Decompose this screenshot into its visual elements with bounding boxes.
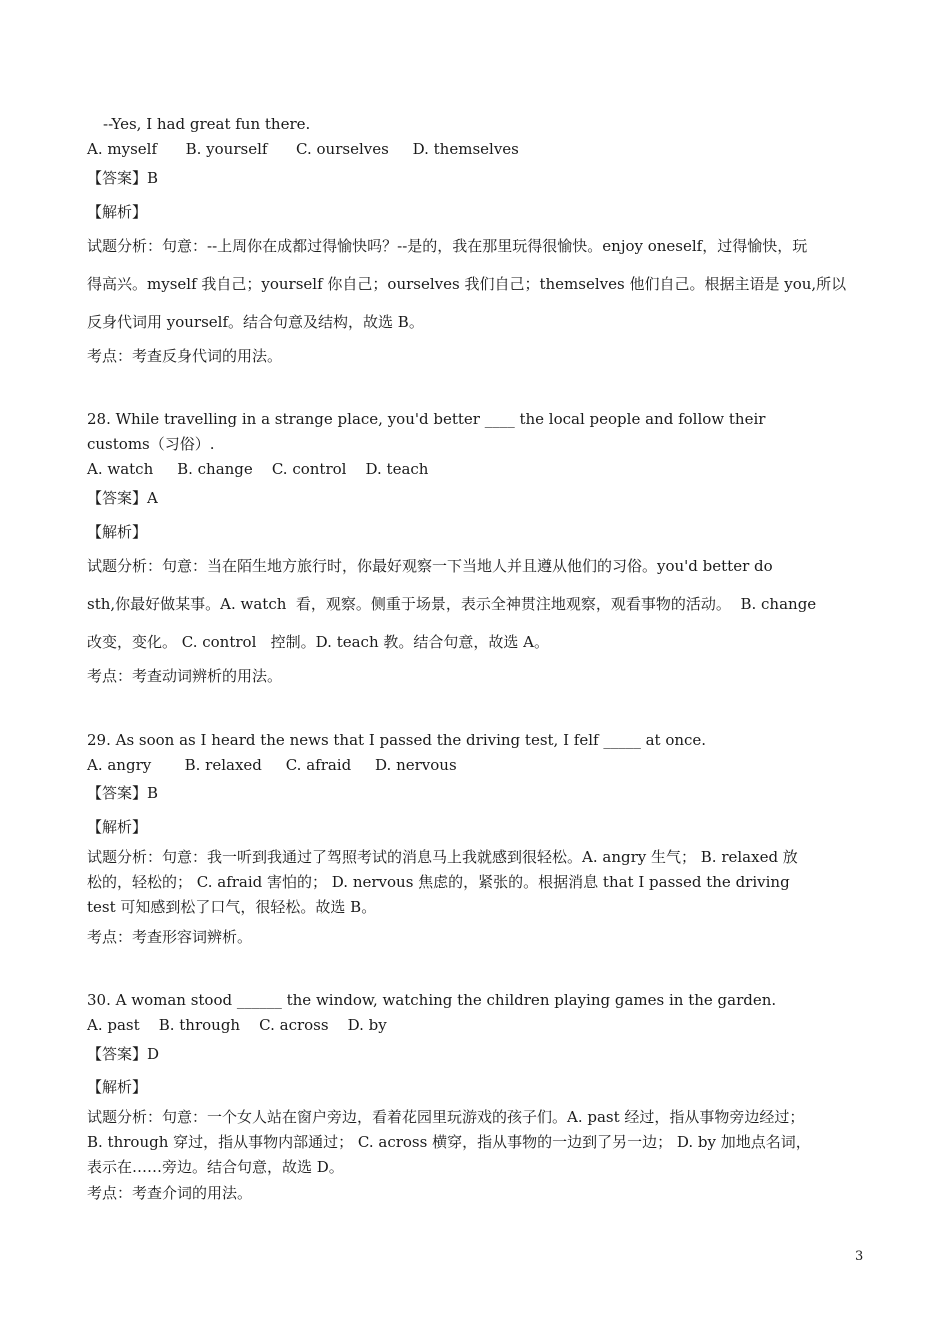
q28-exam-point: 考点：考查动词辨析的用法。 — [87, 667, 283, 685]
q30-answer: 【答案】D — [87, 1045, 160, 1063]
q29-exam-point: 考点：考查形容词辨析。 — [87, 928, 253, 946]
q30-question-line: 30. A woman stood ______ the window, watching the children playing games in the garden. — [87, 991, 777, 1009]
q29-analysis-line: 试题分析：句意：我一听到我通过了驾照考试的消息马上我就感到很轻松。A. angry 生气； B. relaxed 放 — [87, 848, 798, 866]
q27-exam-point: 考点：考查反身代词的用法。 — [87, 347, 283, 365]
q30-analysis-heading: 【解析】 — [87, 1078, 148, 1096]
q28-analysis-heading: 【解析】 — [87, 523, 148, 541]
q28-question-line: 28. While travelling in a strange place, you'd better ____ the local people and follow their — [87, 410, 766, 428]
q30-analysis-line: 试题分析：句意：一个女人站在窗户旁边，看着花园里玩游戏的孩子们。A. past 经过，指从事物旁边经过； — [87, 1108, 805, 1126]
q28-question-line: customs（习俗）. — [87, 435, 215, 453]
q30-analysis-line: 表示在……旁边。结合句意，故选 D。 — [87, 1158, 344, 1176]
q27-answer: 【答案】B — [87, 169, 159, 187]
q29-question-line: 29. As soon as I heard the news that I passed the driving test, I felf _____ at once. — [87, 731, 707, 749]
q27-analysis-line: 得高兴。myself 我自己；yourself 你自己；ourselves 我们自己；themselves 他们自己。根据主语是 you,所以 — [87, 275, 847, 293]
q28-analysis-line: 试题分析：句意：当在陌生地方旅行时，你最好观察一下当地人并且遵从他们的习俗。you'd better do — [87, 557, 773, 575]
q29-analysis-heading: 【解析】 — [87, 818, 148, 836]
q30-options: A. past B. through C. across D. by — [87, 1016, 387, 1034]
q27-analysis-heading: 【解析】 — [87, 203, 148, 221]
q27-options: A. myself B. yourself C. ourselves D. themselves — [87, 140, 519, 158]
page-number: 3 — [855, 1249, 864, 1264]
q29-analysis-line: 松的，轻松的； C. afraid 害怕的； D. nervous 焦虑的，紧张的。根据消息 that I passed the driving — [87, 873, 790, 891]
q28-analysis-line: sth,你最好做某事。A. watch 看，观察。侧重于场景，表示全神贯注地观察，观看事物的活动。 B. change — [87, 595, 817, 613]
q30-exam-point: 考点：考查介词的用法。 — [87, 1184, 253, 1202]
q27-analysis-line: 反身代词用 yourself。结合句意及结构，故选 B。 — [87, 313, 424, 331]
q28-options: A. watch B. change C. control D. teach — [87, 460, 429, 478]
q28-answer: 【答案】A — [87, 489, 158, 507]
q29-options: A. angry B. relaxed C. afraid D. nervous — [87, 756, 457, 774]
q29-answer: 【答案】B — [87, 784, 159, 802]
q30-analysis-line: B. through 穿过，指从事物内部通过； C. across 横穿，指从事物的一边到了另一边； D. by 加地点名词， — [87, 1133, 811, 1151]
q27-answer-line: --Yes, I had great fun there. — [103, 115, 311, 133]
q28-analysis-line: 改变，变化。 C. control 控制。D. teach 教。结合句意，故选 A。 — [87, 633, 549, 651]
q29-analysis-line: test 可知感到松了口气，很轻松。故选 B。 — [87, 898, 377, 916]
q27-analysis-line: 试题分析：句意：--上周你在成都过得愉快吗？--是的，我在那里玩得很愉快。enjoy oneself，过得愉快，玩 — [87, 237, 808, 255]
